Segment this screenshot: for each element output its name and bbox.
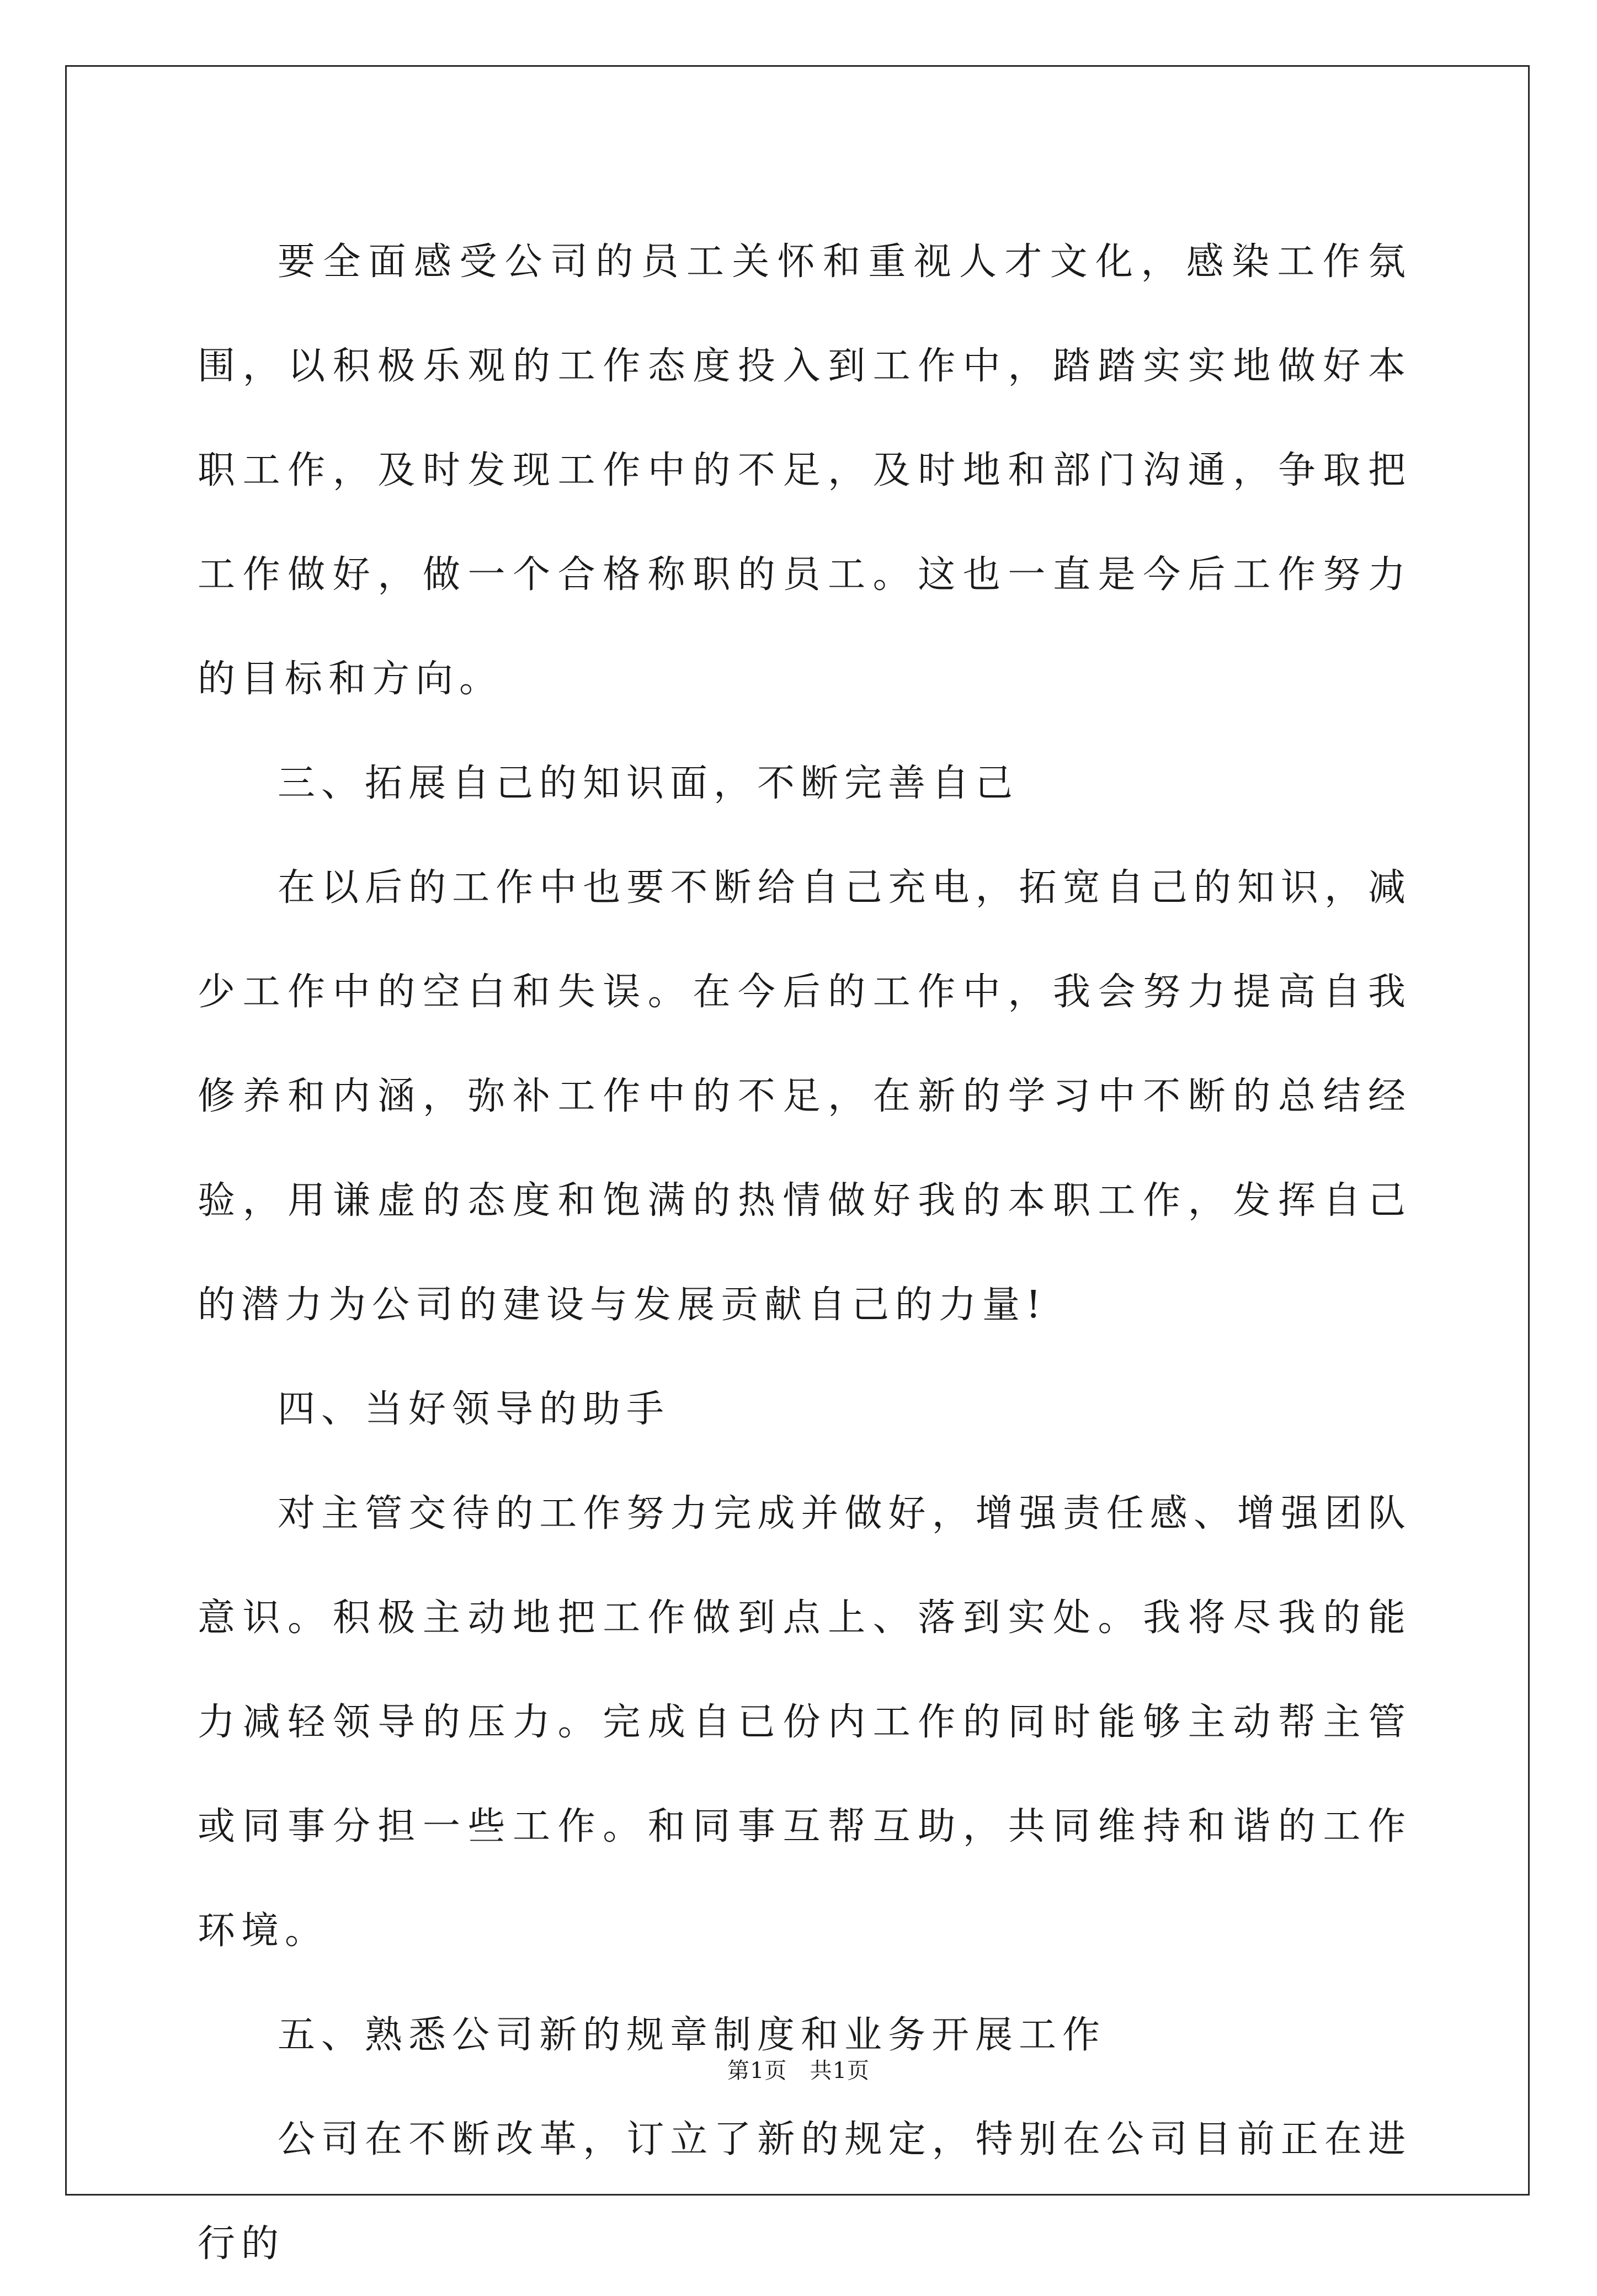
section-heading: 四、当好领导的助手 [278,1388,670,1431]
document-body [198,210,1412,2296]
section-heading: 三、拓展自己的知识面，不断完善自己 [278,762,1019,805]
paragraph: 公司在不断改革，订立了新的规定，特别在公司目前正在进行的 [198,2118,1412,2266]
page-footer [0,2055,1597,2086]
paragraph: 在以后的工作中也要不断给自己充电，拓宽自己的知识，减少工作中的空白和失误。在今后的工作中，我会努力提高自我修养和内涵，弥补工作中的不足，在新的学习中不断的总结经验，用谦虚的态度和饱满的热情做好我的本职工作，发挥自己的潜力为公司的建设与发展贡献自己的力量! [198,866,1412,1327]
section-heading: 五、熟悉公司新的规章制度和业务开展工作 [278,2013,1106,2057]
paragraph: 对主管交待的工作努力完成并做好，增强责任感、增强团队意识。积极主动地把工作做到点上、落到实处。我将尽我的能力减轻领导的压力。完成自已份内工作的同时能够主动帮主管或同事分担一些工作。和同事互帮互助，共同维持和谐的工作环境。 [198,1492,1412,1953]
page-total: 共1页 [810,2058,870,2084]
page-number: 第1页 [727,2058,787,2084]
paragraph: 要全面感受公司的员工关怀和重视人才文化，感染工作氛围，以积极乐观的工作态度投入到工作中，踏踏实实地做好本职工作，及时发现工作中的不足，及时地和部门沟通，争取把工作做好，做一个合格称职的员工。这也一直是今后工作努力的目标和方向。 [198,240,1412,701]
